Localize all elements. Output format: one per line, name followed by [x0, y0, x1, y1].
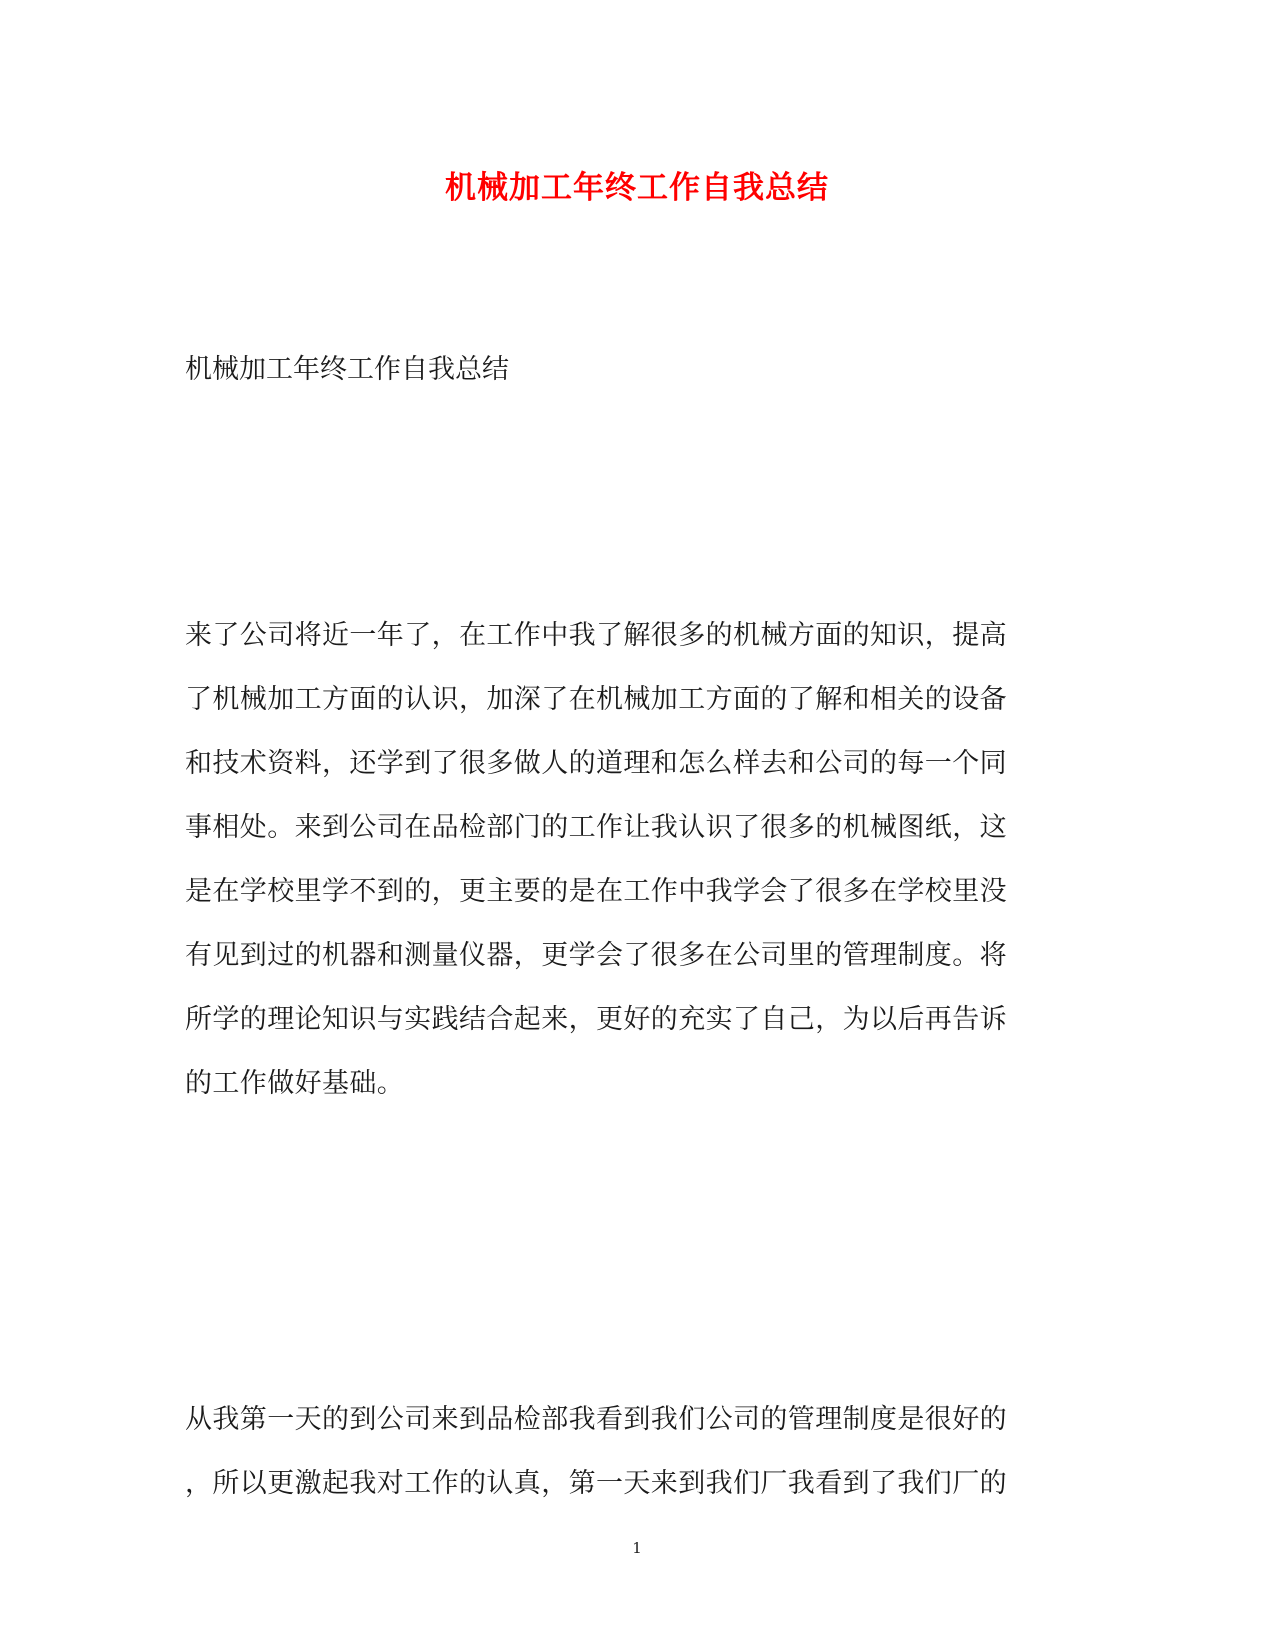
document-subtitle: 机械加工年终工作自我总结: [185, 354, 509, 385]
paragraph-line: 有见到过的机器和测量仪器，更学会了很多在公司里的管理制度。将: [185, 940, 1007, 971]
document-title: 机械加工年终工作自我总结: [445, 170, 829, 206]
paragraph-line: 从我第一天的到公司来到品检部我看到我们公司的管理制度是很好的: [185, 1404, 1007, 1435]
paragraph-line: 和技术资料，还学到了很多做人的道理和怎么样去和公司的每一个同: [185, 748, 1007, 779]
paragraph-line: 所学的理论知识与实践结合起来，更好的充实了自己，为以后再告诉: [185, 1004, 1007, 1035]
paragraph-line: 的工作做好基础。: [185, 1068, 405, 1099]
paragraph-line: 事相处。来到公司在品检部门的工作让我认识了很多的机械图纸，这: [185, 812, 1007, 843]
paragraph-line: 了机械加工方面的认识，加深了在机械加工方面的了解和相关的设备: [185, 684, 1007, 715]
paragraph-line: ，所以更激起我对工作的认真，第一天来到我们厂我看到了我们厂的: [185, 1468, 1007, 1499]
paragraph-line: 是在学校里学不到的，更主要的是在工作中我学会了很多在学校里没: [185, 876, 1007, 907]
paragraph-intro: [185, 604, 1065, 1116]
paragraph-line: 来了公司将近一年了，在工作中我了解很多的机械方面的知识，提高: [185, 620, 1007, 651]
page-number: 1: [632, 1539, 642, 1557]
paragraph-second: [185, 1388, 1065, 1516]
